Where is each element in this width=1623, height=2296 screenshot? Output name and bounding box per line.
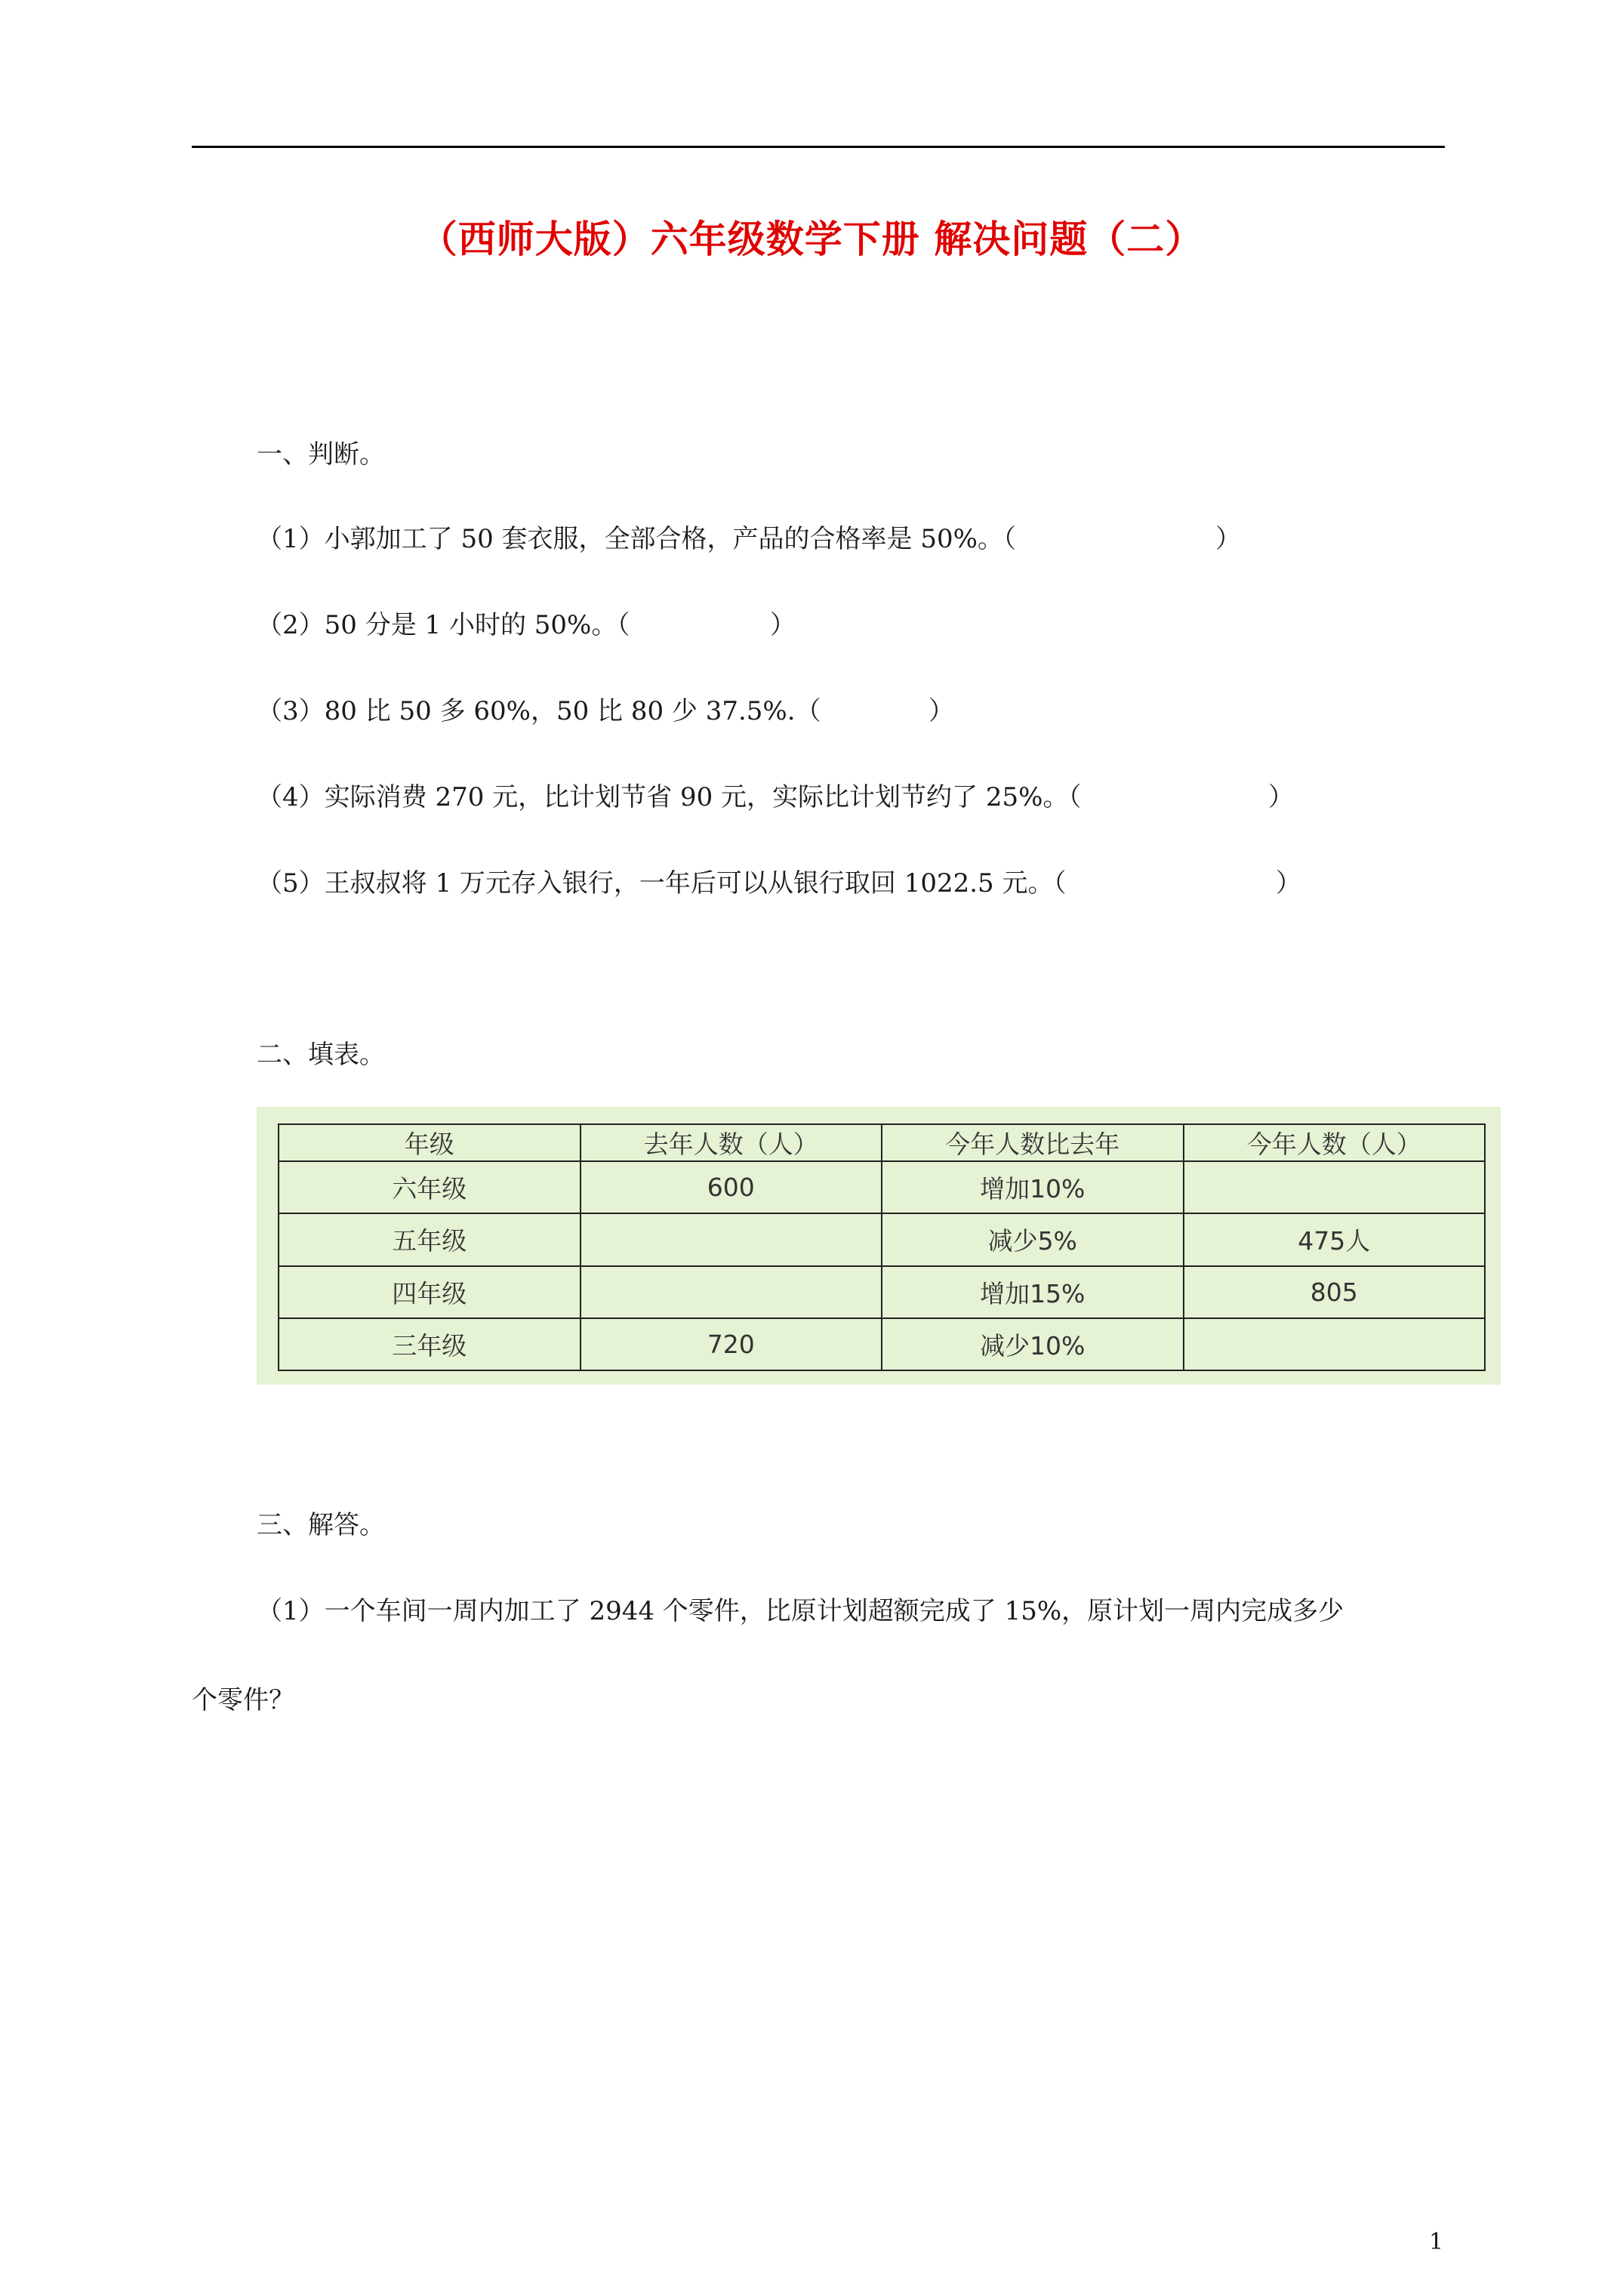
table-cell: 600 — [581, 1161, 882, 1213]
word-problem-1-line-2: 个零件？ — [192, 1685, 294, 1715]
fill-table — [278, 1123, 1486, 1371]
table-cell: 增加15% — [882, 1266, 1184, 1318]
header-rule — [192, 146, 1445, 148]
word-problem-1-line-1: （1）一个车间一周内加工了 2944 个零件，比原计划超额完成了 15%，原计划一周内完成多少 — [257, 1596, 1344, 1626]
table-cell: 805 — [1184, 1266, 1486, 1318]
table-cell[interactable] — [1184, 1161, 1486, 1213]
table-header-cell: 今年人数比去年 — [882, 1124, 1184, 1161]
table-header-cell: 今年人数（人） — [1184, 1124, 1486, 1161]
table-cell: 五年级 — [279, 1213, 581, 1265]
table-cell: 减少5% — [882, 1213, 1184, 1265]
judgement-item-1: （1）小郭加工了 50 套衣服，全部合格，产品的合格率是 50%。（ ） — [257, 524, 1241, 554]
fill-table-panel — [257, 1107, 1501, 1385]
judgement-item-4: （4）实际消费 270 元，比计划节省 90 元，实际比计划节约了 25%。（ ） — [257, 782, 1294, 812]
section-3-heading: 三、解答。 — [257, 1510, 385, 1540]
table-header-row — [279, 1124, 1485, 1161]
table-cell[interactable] — [581, 1266, 882, 1318]
table-cell: 475人 — [1184, 1213, 1486, 1265]
section-1-heading: 一、判断。 — [257, 439, 385, 470]
table-cell: 六年级 — [279, 1161, 581, 1213]
table-cell: 增加10% — [882, 1161, 1184, 1213]
table-row — [279, 1318, 1485, 1370]
table-row — [279, 1266, 1485, 1318]
table-header-cell: 年级 — [279, 1124, 581, 1161]
table-row — [279, 1161, 1485, 1213]
judgement-item-5: （5）王叔叔将 1 万元存入银行，一年后可以从银行取回 1022.5 元。（ ） — [257, 868, 1301, 898]
table-cell: 720 — [581, 1318, 882, 1370]
section-2-heading: 二、填表。 — [257, 1040, 385, 1070]
table-cell: 三年级 — [279, 1318, 581, 1370]
table-header-cell: 去年人数（人） — [581, 1124, 882, 1161]
table-cell: 四年级 — [279, 1266, 581, 1318]
page-title: （西师大版）六年级数学下册 解决问题（二） — [419, 217, 1204, 261]
table-row — [279, 1213, 1485, 1265]
judgement-item-3: （3）80 比 50 多 60%，50 比 80 少 37.5%.（ ） — [257, 696, 954, 726]
table-cell: 减少10% — [882, 1318, 1184, 1370]
judgement-item-2: （2）50 分是 1 小时的 50%。（ ） — [257, 610, 796, 640]
page-number: 1 — [1429, 2229, 1444, 2255]
table-cell[interactable] — [581, 1213, 882, 1265]
table-cell[interactable] — [1184, 1318, 1486, 1370]
